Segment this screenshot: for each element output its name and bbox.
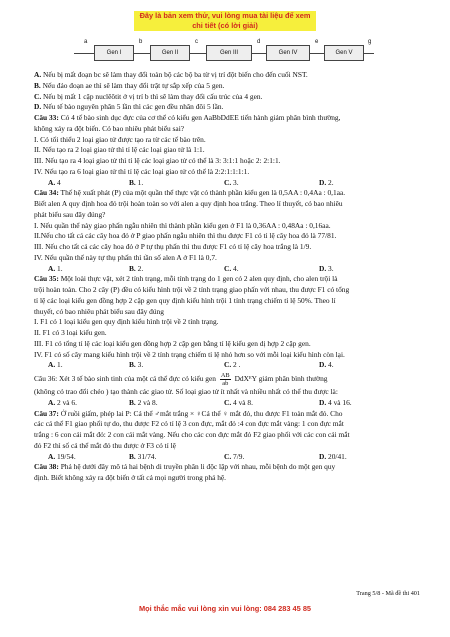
q36-options — [34, 398, 416, 409]
q37-stem-line-2: các cá thể F1 giao phối tự do, thu được F2 có tỉ lệ 3 con đực, mắt đỏ :4 con đực mắt vàng: 1 con đực mắt — [34, 419, 344, 429]
preview-banner: Đây là bản xem thử, vui lòng mua tài liệu để xem chi tiết (có lời giải) — [134, 11, 316, 31]
option-letter: D. — [319, 263, 327, 273]
option-letter: C. — [224, 360, 232, 370]
option-letter: B. — [34, 80, 41, 90]
option-letter: D. — [319, 177, 327, 187]
gene-map-diagram — [74, 39, 374, 68]
fraction-numerator: AB — [220, 371, 230, 379]
q32-option-d: D. Nếu tế bào nguyên phân 5 lần thì các gen đều nhân đôi 5 lần. — [34, 102, 224, 112]
option-letter: A. — [48, 177, 56, 187]
option-letter: C. — [34, 91, 42, 101]
q34-option-c: C. 4. — [224, 263, 239, 273]
q32-option-b: B. Nếu đảo đoạn ae thì sẽ làm thay đổi trật tự sắp xếp của 5 gen. — [34, 80, 225, 90]
q37-option-b: B. 31/74. — [129, 451, 157, 461]
spacer-label-b: b — [139, 39, 143, 45]
gene-box-4: Gen IV — [266, 45, 310, 61]
q37-option-c: C. 7/9. — [224, 451, 245, 461]
option-letter: C. — [224, 397, 232, 407]
option-letter: B. — [129, 451, 136, 461]
gene-box-3: Gen III — [206, 45, 252, 61]
q35-stem-line-1: Câu 35: Một loài thực vật, xét 2 tính trạng, mỗi tính trạng do 1 gen có 2 alen quy định, cho alen trội là — [34, 274, 338, 284]
q37-option-a: A. 19/54. — [48, 451, 76, 461]
q36-option-b: B. 2 và 8. — [129, 397, 158, 407]
gene-box-1: Gen I — [94, 45, 134, 61]
option-letter: D. — [319, 397, 327, 407]
question-number-label: Câu 38: — [34, 462, 59, 472]
q36-option-d: D. 4 và 16. — [319, 397, 352, 407]
q33-statement-4: IV. Nếu tạo ra 6 loại giao tử thì tỉ lệ các loại giao tử có thể là 2:2:1:1:1:1. — [34, 166, 250, 176]
q38-stem-line-1: Câu 38: Phả hệ dưới đây mô tả hai bệnh di truyền phân li độc lập với nhau, mỗi bệnh do một gen quy — [34, 462, 336, 472]
q37-stem-line-3: trắng : 6 con cái mắt đỏ: 2 con cái mắt vàng. Nếu cho các con đực mắt đỏ F2 giao phối với các con cái mắt — [34, 430, 350, 439]
contact-banner: Mọi thắc mắc vui lòng xin vui lòng: 084 283 45 85 — [138, 604, 312, 613]
q34-option-a: A. 1. — [48, 263, 63, 273]
option-letter: A. — [48, 397, 56, 407]
spacer-label-c: c — [195, 39, 198, 45]
gene-box-2: Gen II — [150, 45, 190, 61]
q35-statement-3: III. F1 có tổng tỉ lệ các loại kiểu gen đồng hợp 2 cặp gen bằng tỉ lệ kiểu gen dị hợp 2 cặp gen. — [34, 338, 311, 348]
q37-options — [34, 452, 416, 463]
question-number-label: Câu 33: — [34, 113, 59, 122]
option-letter: B. — [129, 360, 136, 370]
q33-stem-line-1: Câu 33: Có 4 tế bào sinh dục đực của cơ thể có kiểu gen AaBbDdEE tiến hành giảm phân bình thường, — [34, 113, 341, 122]
genotype-fraction — [220, 372, 231, 387]
q34-stem-line-3: phát biểu sau đây đúng? — [34, 209, 106, 219]
q33-option-d: D. 2. — [319, 177, 334, 187]
q33-option-c: C. 3. — [224, 177, 239, 187]
option-letter: A. — [48, 451, 56, 461]
q34-statement-1: I. Nếu quần thể này giao phấn ngẫu nhiên thì thành phần kiểu gen ở F1 là 0,36AA : 0,48Aa : 0,16aa. — [34, 220, 331, 230]
q37-stem-line-4: đỏ F2 thì số cá thể mắt đỏ thu được ở F3 có tỉ lệ — [34, 440, 176, 450]
q38-stem-line-2: định. Biết không xảy ra đột biến ở tất cả mọi người trong phả hệ. — [34, 473, 227, 482]
q33-statement-2: II. Nếu tạo ra 2 loại giao tử thì tỉ lệ các loại giao tử là 1:1. — [34, 145, 205, 155]
option-letter: C. — [224, 451, 232, 461]
q36-option-a: A. 2 và 6. — [48, 397, 77, 407]
q35-statement-1: I. F1 có 1 loại kiểu gen quy định kiểu hình trội về 2 tính trạng. — [34, 317, 219, 327]
spacer-label-e: e — [315, 39, 319, 45]
q36-option-c: C. 4 và 8. — [224, 397, 253, 407]
question-number-label: Câu 35: — [34, 274, 59, 284]
q33-options — [34, 178, 416, 189]
q34-statement-3: III. Nếu cho tất cả các cây hoa đỏ ở P tự thụ phấn thì thu được F1 có tỉ lệ cây hoa trắng là 1/9. — [34, 242, 312, 251]
q35-option-b: B. 3. — [129, 360, 144, 370]
q37-stem-line-1: Câu 37: Ở ruồi giấm, phép lai P: Cá thể ♂mắt trắng × ♀Cá thể ♀ mắt đỏ, thu được F1 toàn mắt đỏ. Cho — [34, 408, 343, 418]
option-letter: B. — [129, 263, 136, 273]
q35-option-c: C. 2 . — [224, 360, 241, 370]
q33-option-a: A. 4 — [48, 177, 61, 187]
spacer-label-g: g — [368, 39, 372, 45]
q35-statement-4: IV. F1 có số cây mang kiểu hình trội về 2 tính trạng chiếm tỉ lệ nhỏ hơn so với mỗi loại kiểu hình còn lại. — [34, 349, 345, 359]
q35-options — [34, 360, 416, 371]
q33-statement-1: I. Có tối thiểu 2 loại giao tử được tạo ra từ các tế bào trên. — [34, 134, 206, 144]
option-letter: A. — [48, 263, 56, 273]
gene-box-5: Gen V — [324, 45, 364, 61]
option-letter: A. — [48, 360, 56, 370]
option-letter: C. — [224, 177, 232, 187]
q35-stem-line-4: thuyết, có bao nhiêu phát biểu sau đây đúng — [34, 306, 164, 316]
q34-stem-line-2: Biết alen A quy định hoa đỏ trội hoàn toàn so với alen a quy định hoa trắng. Theo lí thuyết, có bao nhiêu — [34, 199, 343, 208]
option-letter: D. — [319, 451, 327, 461]
q33-option-b: B. 1. — [129, 177, 144, 187]
q36-stem-line-1 — [34, 371, 416, 387]
fraction-denominator: ab — [222, 379, 229, 387]
page-footer: Trang 5/8 - Mã đề thi 401 — [356, 590, 420, 597]
option-letter: B. — [129, 177, 136, 187]
q34-option-b: B. 2. — [129, 263, 144, 273]
q37-option-d: D. 20/41. — [319, 451, 347, 461]
q35-option-d: D. 4. — [319, 360, 334, 370]
q34-stem-line-1: Câu 34: Thế hệ xuất phát (P) của một quần thể thực vật có thành phần kiểu gen là 0,5AA : 0,4Aa : 0,1aa. — [34, 188, 346, 198]
q35-stem-line-3: tỉ lệ các loại kiểu gen đồng hợp 2 cặp gen quy định kiểu hình trội 1 tính trạng chiếm tỉ lệ 50%. Theo lí — [34, 295, 336, 305]
q33-stem-line-2: không xảy ra đột biến. Có bao nhiêu phát biểu sai? — [34, 123, 185, 133]
question-number-label: Câu 34: — [34, 188, 59, 198]
q32-option-c: C. Nếu bị mất 1 cặp nuclêôtit ở vị trí b thì sẽ làm thay đổi cấu trúc của 4 gen. — [34, 91, 263, 101]
option-letter: D. — [34, 102, 42, 112]
q34-option-d: D. 3. — [319, 263, 334, 273]
q36-stem-line-2: (không có trao đổi chéo ) tạo thành các giao tử. Số loại giao tử ít nhất và nhiều nhất có thể thu được là: — [34, 387, 338, 396]
option-letter: C. — [224, 263, 232, 273]
q34-statement-2: II.Nếu cho tất cả các cây hoa đỏ ở P giao phấn ngẫu nhiên thì thu được F1 có tỉ lệ cây hoa đỏ là 77/81. — [34, 231, 337, 241]
spacer-label-d: d — [257, 39, 261, 45]
q34-statement-4: IV. Nếu quần thể này tự thụ phấn thì tần số alen A ở F1 là 0,7. — [34, 252, 217, 262]
q34-options — [34, 264, 416, 275]
spacer-label-a: a — [84, 39, 88, 45]
q36-prefix: Câu 36: Xét 3 tế bào sinh tinh của một cá thể đực có kiểu gen — [34, 374, 216, 383]
option-letter: B. — [129, 397, 136, 407]
question-number-label: Câu 37: — [34, 408, 59, 418]
option-letter: A. — [34, 70, 42, 79]
option-letter: D. — [319, 360, 327, 370]
q35-option-a: A. 1. — [48, 360, 63, 370]
q35-statement-2: II. F1 có 3 loại kiểu gen. — [34, 328, 107, 337]
q35-stem-line-2: trội hoàn toàn. Cho 2 cây (P) đều có kiểu hình trội về 2 tính trạng giao phấn với nhau, thu được F1 có tổng — [34, 285, 350, 294]
q33-statement-3: III. Nếu tạo ra 4 loại giao tử thì tỉ lệ các loại giao tử có thể là 3: 3:1:1 hoặc 2: 2:1:1. — [34, 156, 281, 165]
q32-option-a: A. Nếu bị mất đoạn bc sẽ làm thay đổi toàn bộ các bộ ba từ vị trí đột biến cho đến cuối NST. — [34, 70, 308, 79]
exam-content — [34, 70, 416, 484]
q36-suffix: DdXᴱY giảm phân bình thường — [234, 374, 328, 383]
